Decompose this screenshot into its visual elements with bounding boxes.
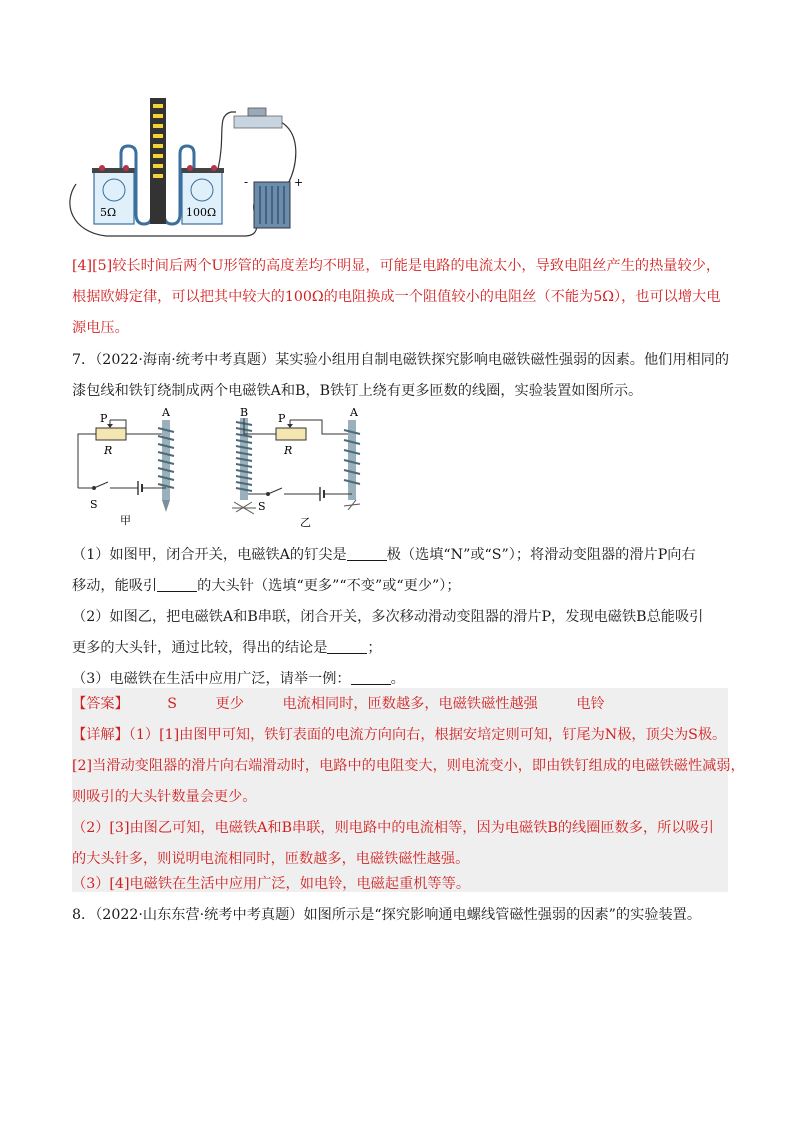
answer-label: 【答案】 — [72, 696, 129, 712]
q8-stem-line1: 8．（2022·山东东营·统考中考真题）如图所示是“探究影响通电螺线管磁性强弱的因素”的实验装置。 — [72, 907, 702, 923]
prev-explanation-line3: 源电压。 — [72, 320, 129, 336]
fig-jia-label-a: A — [162, 408, 170, 419]
answer-blank-2[interactable] — [157, 577, 197, 592]
resistor-label-100: 100Ω — [186, 206, 217, 219]
detail-label: 【详解】 — [72, 727, 129, 743]
answer-4: 电铃 — [576, 696, 605, 712]
detail-line6: （3）[4]电磁铁在生活中应用广泛，如电铃，电磁起重机等等。 — [72, 876, 471, 892]
prev-explanation-line1: [4][5]较长时间后两个U形管的高度差均不明显，可能是电路的电流太小，导致电阻丝产生的热量较少， — [72, 258, 721, 274]
answer-line — [72, 694, 732, 714]
answer-3: 电流相同时，匝数越多，电磁铁磁性越强 — [282, 696, 538, 712]
fig-yi-label-a: A — [350, 408, 358, 419]
fig-yi-label-b: B — [240, 408, 249, 419]
q7-sub2-line2: 更多的大头针，通过比较，得出的结论是 ； — [72, 640, 382, 656]
battery-plus-label: + — [294, 176, 304, 189]
fig-yi-label-r: R — [284, 444, 293, 457]
q7-sub2-line1: （2）如图乙，把电磁铁A和B串联，闭合开关，多次移动滑动变阻器的滑片P，发现电磁铁B总能吸引 — [72, 609, 704, 625]
resistor-label-5: 5Ω — [100, 206, 117, 219]
detail-line3: 则吸引的大头针数量会更少。 — [72, 789, 257, 805]
answer-blank-3[interactable] — [327, 639, 367, 654]
fig-jia-label-s: S — [90, 498, 98, 511]
fig-yi-caption: 乙 — [300, 516, 311, 529]
answer-1: S — [167, 696, 178, 712]
answer-blank-1[interactable] — [347, 546, 387, 561]
fig-jia-caption: 甲 — [120, 514, 131, 527]
fig-yi-label-s: S — [258, 500, 266, 513]
q7-sub1-line2: 移动，能吸引 的大头针（选填“更多”“不变”或“更少”）； — [72, 578, 461, 594]
detail-line1: 【详解】（1）[1]由图甲可知，铁钉表面的电流方向向右，根据安培定则可知，钉尾为N极，顶尖为S极。 — [72, 727, 727, 743]
q7-sub1-line1: （1）如图甲，闭合开关，电磁铁A的钉尖是 极（选填“N”或“S”）；将滑动变阻器的滑片P向右 — [72, 547, 696, 563]
detail-line2: [2]当滑动变阻器的滑片向右端滑动时，电路中的电阻变大，则电流变小，即由铁钉组成的电磁铁磁性减弱， — [72, 758, 745, 774]
fig-jia-label-p: P — [100, 412, 108, 425]
joule-heating-figure — [66, 94, 306, 244]
q7-stem-line1: 7．（2022·海南·统考中考真题）某实验小组用自制电磁铁探究影响电磁铁磁性强弱的因素。他们用相同的 — [72, 352, 730, 368]
answer-blank-4[interactable] — [351, 670, 391, 685]
q7-sub3: （3）电磁铁在生活中应用广泛，请举一例： 。 — [72, 671, 405, 687]
figure-jia — [70, 408, 190, 530]
fig-jia-label-r: R — [104, 444, 113, 457]
answer-2: 更少 — [215, 696, 244, 712]
fig-yi-label-p: P — [278, 412, 286, 425]
detail-line4: （2）[3]由图乙可知，电磁铁A和B串联，则电路中的电流相等，因为电磁铁B的线圈匝数多，所以吸引 — [72, 820, 714, 836]
figure-yi — [226, 408, 376, 530]
battery-minus-label: - — [244, 175, 249, 189]
q7-stem-line2: 漆包线和铁钉绕制成两个电磁铁A和B，B铁钉上绕有更多匝数的线圈，实验装置如图所示。 — [72, 383, 643, 399]
prev-explanation-line2: 根据欧姆定律，可以把其中较大的100Ω的电阻换成一个阻值较小的电阻丝（不能为5Ω），也可以增大电 — [72, 289, 721, 305]
detail-line5: 的大头针多，则说明电流相同时，匝数越多，电磁铁磁性越强。 — [72, 851, 470, 867]
